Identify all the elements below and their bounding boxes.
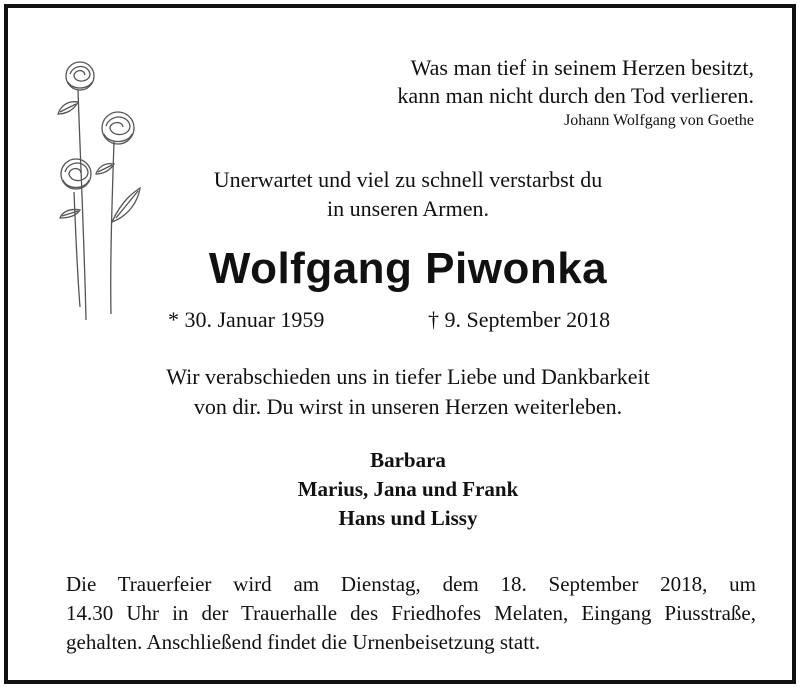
birth-date: * 30. Januar 1959	[168, 307, 325, 332]
ceremony-details	[66, 570, 756, 657]
quote-author: Johann Wolfgang von Goethe	[564, 112, 754, 129]
family-member: Marius, Jana und Frank	[297, 477, 519, 501]
intro-line-1: Unerwartet und viel zu schnell verstarbst du	[213, 167, 603, 192]
ceremony-line-1: Die Trauerfeier wird am Dienstag, dem 18. September 2018, um	[66, 572, 756, 596]
farewell-line-1: Wir verabschieden uns in tiefer Liebe und Dankbarkeit	[166, 364, 650, 389]
ceremony-line-2: 14.30 Uhr in der Trauerhalle des Friedhofes Melaten, Eingang Piusstraße,	[66, 601, 756, 625]
family-member: Hans und Lissy	[338, 506, 478, 530]
quote-line-1: Was man tief in seinem Herzen besitzt,	[410, 55, 754, 80]
ceremony-line-3: gehalten. Anschließend findet die Urnenbeisetzung statt.	[66, 630, 541, 654]
intro-line-2: in unseren Armen.	[327, 196, 489, 221]
deceased-name: Wolfgang Piwonka	[208, 244, 608, 293]
goethe-quote	[397, 54, 754, 132]
family-member: Barbara	[370, 448, 446, 472]
intro-text	[8, 165, 800, 223]
obituary-card	[4, 4, 796, 684]
quote-line-2: kann man nicht durch den Tod verlieren.	[397, 83, 754, 108]
farewell-text	[8, 362, 800, 422]
family-signatures	[8, 446, 800, 533]
death-date: † 9. September 2018	[428, 307, 611, 332]
farewell-line-2: von dir. Du wirst in unseren Herzen weiterleben.	[193, 394, 623, 419]
